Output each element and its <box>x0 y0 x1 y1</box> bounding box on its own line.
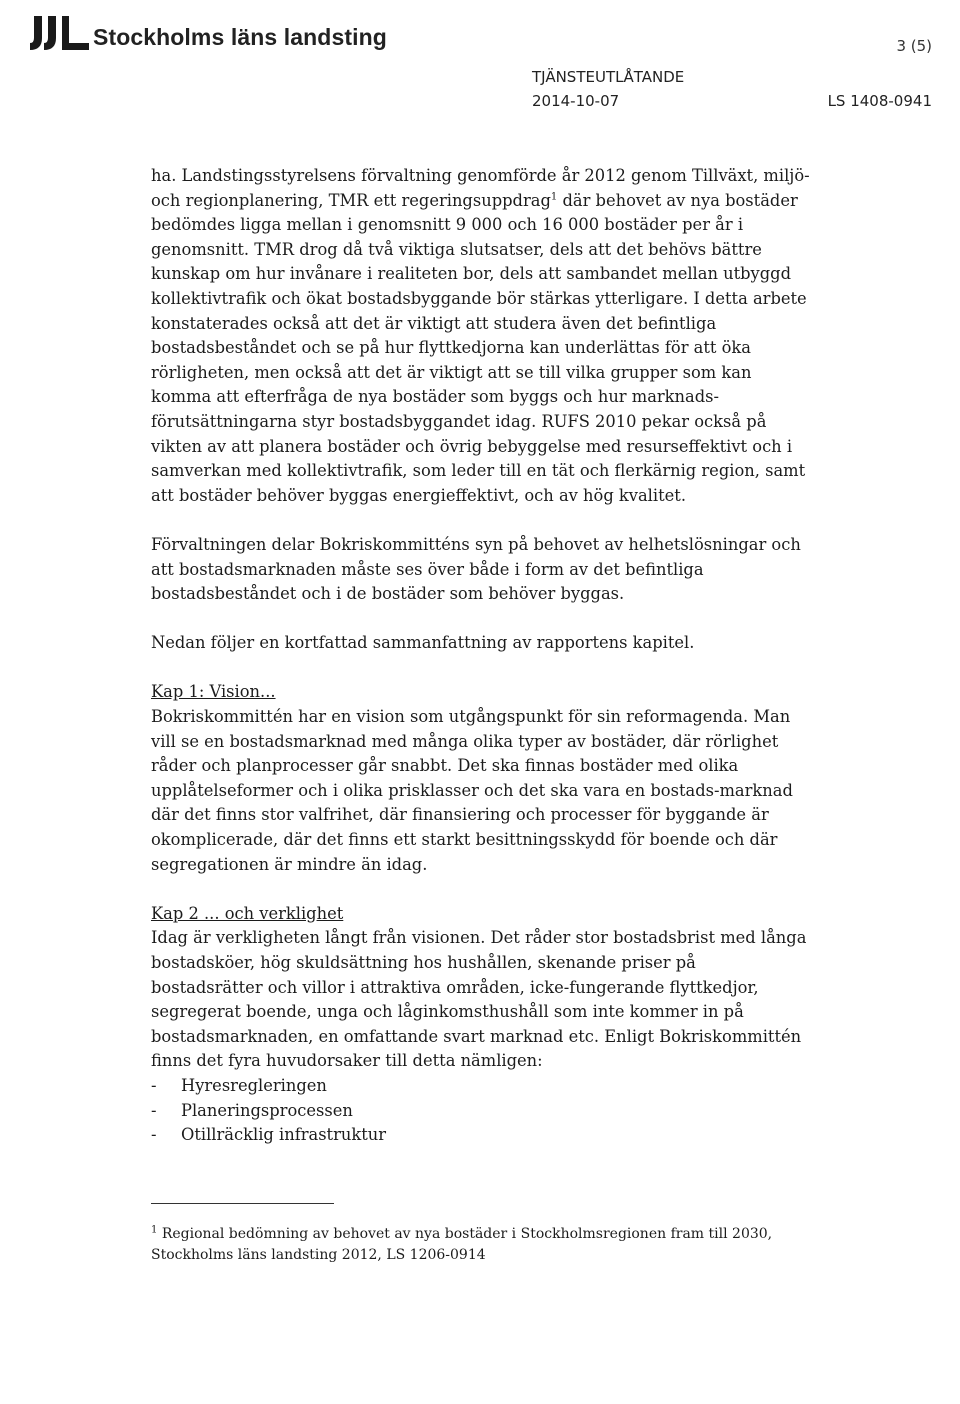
footnote-divider <box>151 1203 334 1204</box>
page-number: 3 (5) <box>896 37 932 55</box>
paragraph-summary-intro: Nedan följer en kortfattad sammanfattning av rapportens kapitel. <box>151 633 695 653</box>
list-item: - Otillräcklig infrastruktur <box>151 1123 811 1148</box>
page-header <box>0 0 960 120</box>
chapter-1-heading: Kap 1: Vision... <box>151 682 276 702</box>
footnote-section <box>151 1203 911 1266</box>
paragraph-tmr <box>151 164 811 508</box>
footnote-line-1: Regional bedömning av behovet av nya bostäder i Stockholmsregionen fram till 2030, <box>157 1226 773 1242</box>
chapter-1-text: Bokriskommittén har en vision som utgångspunkt för sin reformagenda. Man vill se en bostadsmarknad med många olika typer av bostäder, där rörlighet råder och planprocesser går snabbt. Det ska finnas bostäder med olika upplåtelseformer och i olika prisklasser och det ska vara en bostads-marknad där det finns stor valfrihet, där finansiering och processer för byggande är okomplicerade, där det finns ett starkt besittningsskydd för boende och där segregationen är mindre än idag. <box>151 707 793 874</box>
list-item: - Planeringsprocessen <box>151 1099 811 1124</box>
chapter-2-heading: Kap 2 ... och verklighet <box>151 903 344 923</box>
main-causes-list <box>151 1074 811 1148</box>
list-item: - Hyresregleringen <box>151 1074 811 1099</box>
paragraph-administration-view: Förvaltningen delar Bokriskommitténs syn på behovet av helhetslösningar och att bostadsmarknaden måste ses över både i form av det befintliga bostadsbeståndet och i de bostäder som behöver byggas. <box>151 534 801 604</box>
footnote-marker: 1 <box>151 1224 158 1236</box>
document-date: 2014-10-07 <box>532 92 620 110</box>
paragraph-tmr-part2: där behovet av nya bostäder bedömdes ligga mellan i genomsnitt 9 000 och 16 000 bostäder per år i genomsnitt. TMR drog då två viktiga slutsatser, dels att det behövs bättre kunskap om hur invånare i realiteten bor, dels att sambandet mellan utbyggd kollektivtrafik och ökat bostadsbyggande bör stärkas ytterligare. I detta arbete konstaterades också att det är viktigt att studera även det befintliga bostadsbeståndet och se på hur flyttkedjorna kan underlättas för att öka rörligheten, men också att det är viktigt att se till vilka grupper som kan komma att efterfråga de nya bostäder som byggs och hur marknads-förutsättningarna styr bostadsbyggandet idag. RUFS 2010 pekar också på vikten av att planera bostäder och övrig bebyggelse med resurseffektivt och i samverkan med kollektivtrafik, som leder till en tät och flerkärnig region, samt att bostäder behöver byggas energieffektivt, och av hög kvalitet. <box>151 190 807 505</box>
chapter-2-text: Idag är verkligheten långt från visionen. Det råder stor bostadsbrist med långa bostadsköer, hög skuldsättning hos hushållen, skenande priser på bostadsrätter och villor i attraktiva områden, icke-fungerande flyttkedjor, segregerat boende, unga och låginkomsthushåll som inte kommer in på bostadsmarknaden, en omfattande svart marknad etc. Enligt Bokriskommittén finns det fyra huvudorsaker till detta nämligen: <box>151 928 807 1071</box>
organization-name: Stockholms läns landsting <box>93 24 387 50</box>
sll-logo <box>30 14 90 54</box>
footnote-line-2: Stockholms läns landsting 2012, LS 1206-0914 <box>151 1247 486 1263</box>
footnote-reference: 1 <box>550 191 558 203</box>
document-reference: LS 1408-0941 <box>827 92 932 110</box>
document-body <box>151 164 811 1148</box>
paragraph-tmr-part1: ha. Landstingsstyrelsens förvaltning genomförde år 2012 genom Tillväxt, miljö- och regionplanering, TMR ett regeringsuppdrag <box>151 166 810 210</box>
document-type: TJÄNSTEUTLÅTANDE <box>532 68 685 86</box>
footnote <box>151 1224 911 1266</box>
